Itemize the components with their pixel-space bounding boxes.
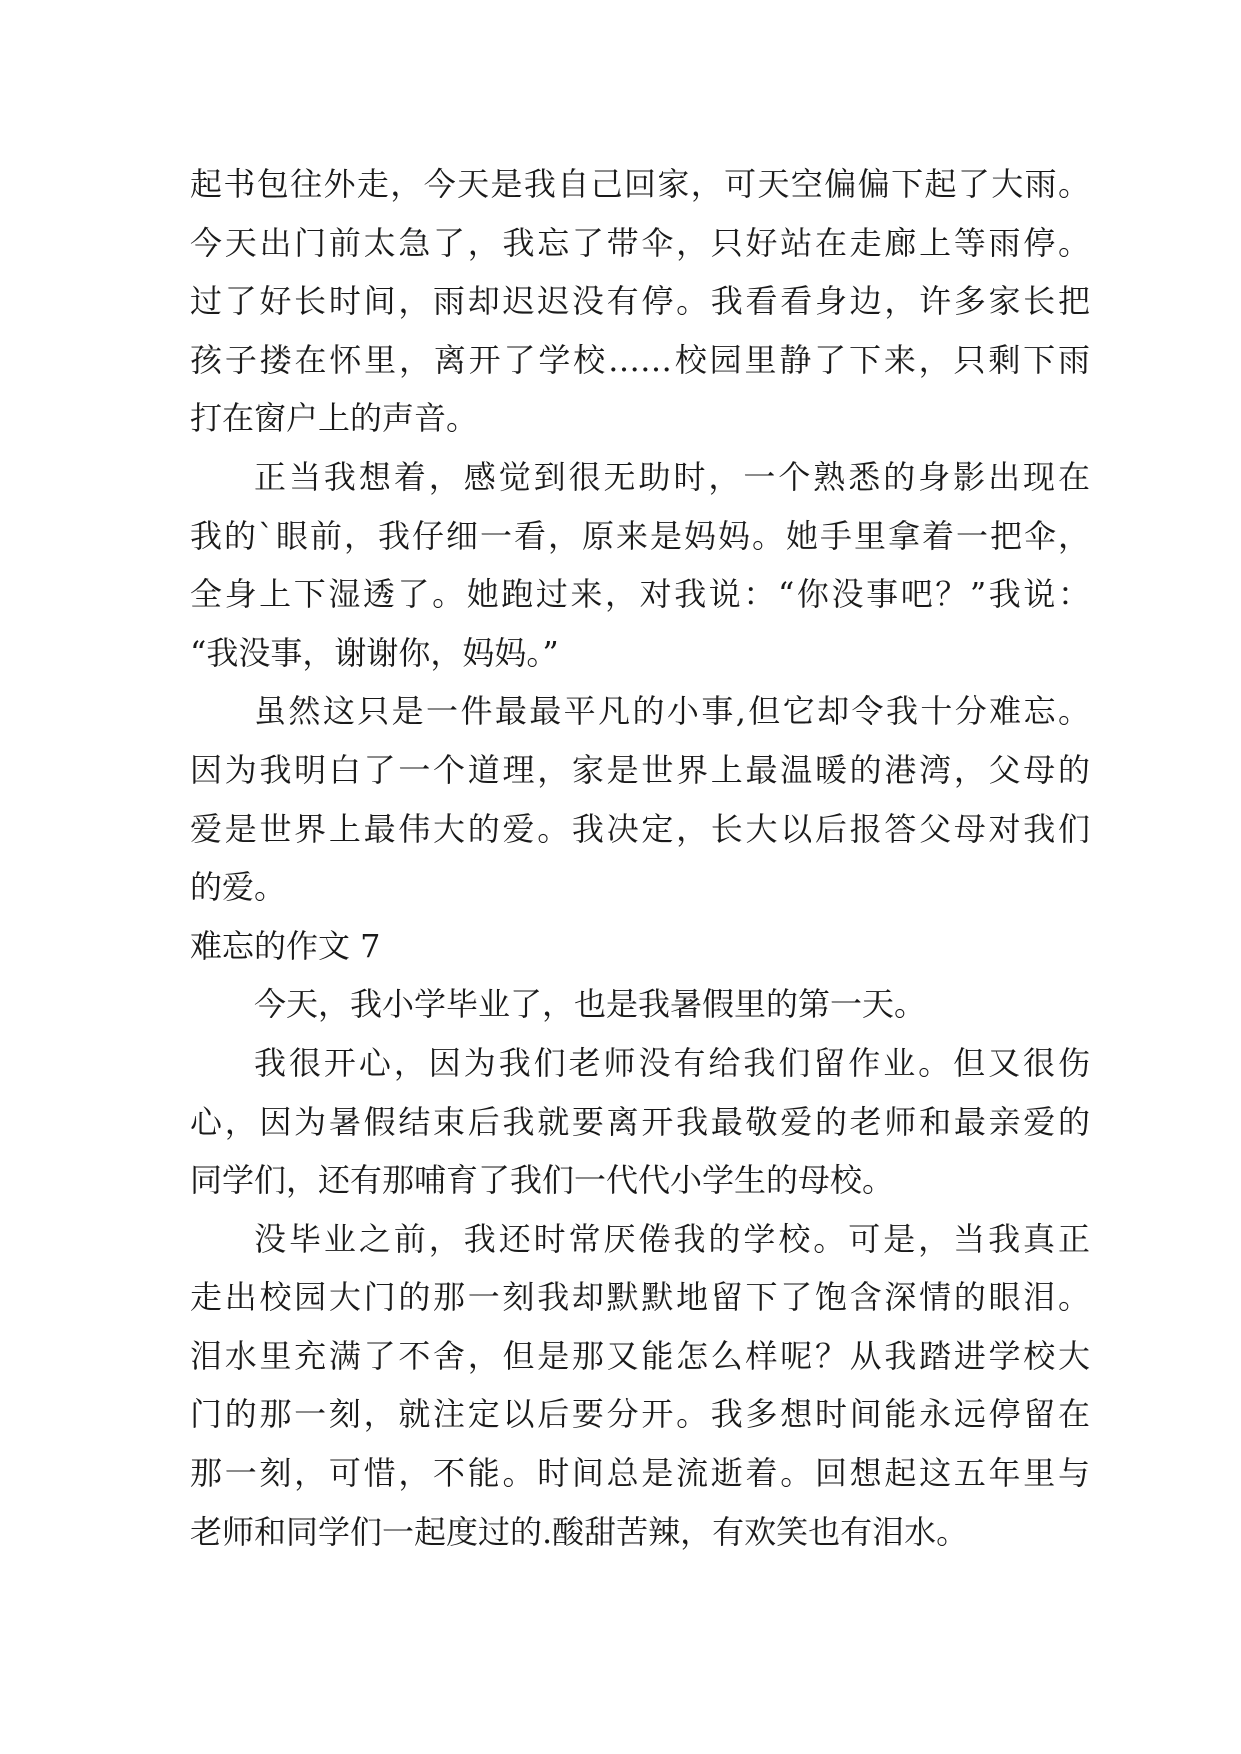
- text-line: 我的`眼前，我仔细一看，原来是妈妈。她手里拿着一把伞，: [190, 516, 1090, 555]
- text-line: 心，因为暑假结束后我就要离开我最敬爱的老师和最亲爱的: [190, 1102, 1090, 1141]
- text-line: 泪水里充满了不舍，但是那又能怎么样呢？从我踏进学校大: [190, 1336, 1090, 1375]
- text-line: 的爱。: [190, 868, 287, 907]
- text-line: 门的那一刻，就注定以后要分开。我多想时间能永远停留在: [190, 1395, 1090, 1434]
- text-line: 起书包往外走，今天是我自己回家，可天空偏偏下起了大雨。: [190, 165, 1090, 203]
- paragraph-first-line: 没毕业之前，我还时常厌倦我的学校。可是，当我真正: [254, 1219, 1090, 1258]
- text-line: 打在窗户上的声音。: [190, 399, 479, 438]
- text-line: 老师和同学们一起度过的.酸甜苦辣，有欢笑也有泪水。: [190, 1512, 969, 1551]
- paragraph-first-line: 正当我想着，感觉到很无助时，一个熟悉的身影出现在: [254, 457, 1090, 496]
- text-line: 今天出门前太急了，我忘了带伞，只好站在走廊上等雨停。: [190, 223, 1090, 262]
- section-heading: 难忘的作文 7: [190, 926, 381, 965]
- text-line: 走出校园大门的那一刻我却默默地留下了饱含深情的眼泪。: [190, 1278, 1090, 1317]
- text-line: 全身上下湿透了。她跑过来，对我说：“你没事吧？”我说：: [190, 575, 1090, 614]
- document-body: [190, 155, 1090, 1561]
- text-line: 过了好长时间，雨却迟迟没有停。我看看身边，许多家长把: [190, 282, 1090, 321]
- paragraph-first-line: 今天，我小学毕业了，也是我暑假里的第一天。: [254, 985, 927, 1024]
- text-line: 因为我明白了一个道理，家是世界上最温暖的港湾，父母的: [190, 750, 1090, 789]
- paragraph-first-line: 我很开心，因为我们老师没有给我们留作业。但又很伤: [254, 1043, 1090, 1082]
- text-line: 孩子搂在怀里，离开了学校……校园里静了下来，只剩下雨: [190, 340, 1090, 379]
- text-line: 那一刻，可惜，不能。时间总是流逝着。回想起这五年里与: [190, 1454, 1090, 1493]
- text-line: 爱是世界上最伟大的爱。我决定，长大以后报答父母对我们: [190, 809, 1090, 848]
- text-line: 同学们，还有那哺育了我们一代代小学生的母校。: [190, 1161, 895, 1200]
- paragraph-first-line: 虽然这只是一件最最平凡的小事,但它却令我十分难忘。: [254, 692, 1090, 731]
- text-line: “我没事，谢谢你，妈妈。”: [190, 633, 559, 672]
